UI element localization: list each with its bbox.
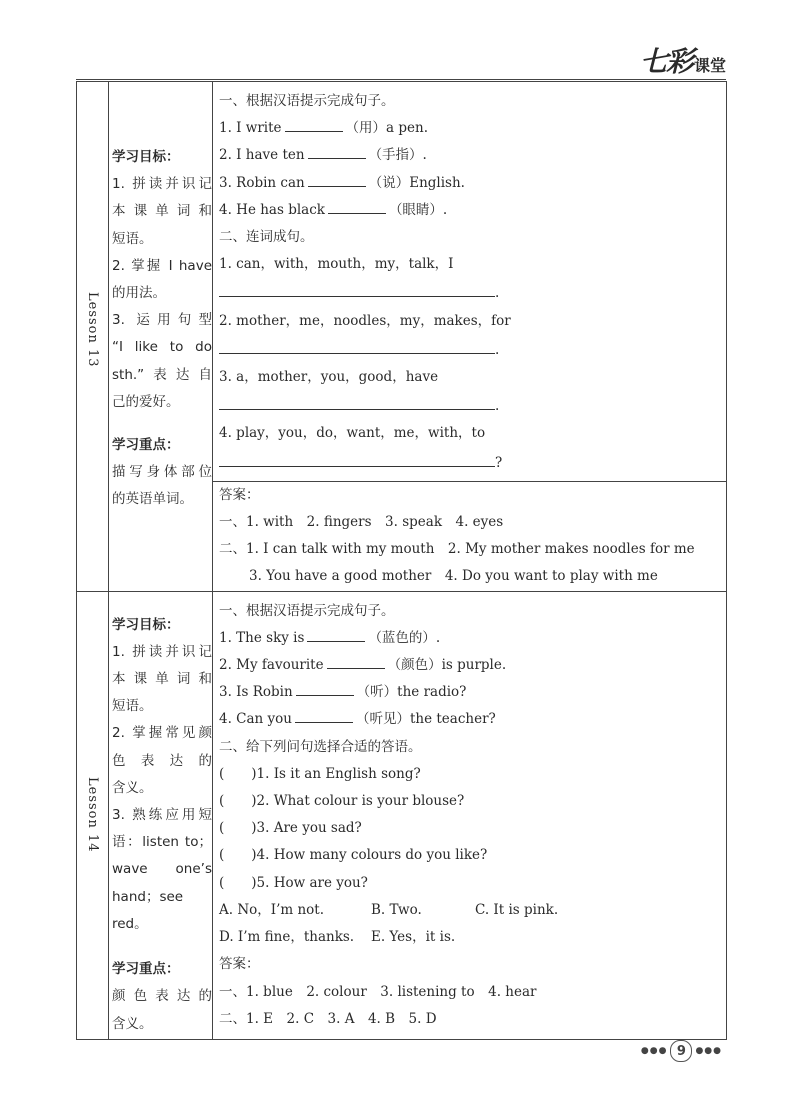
goal-line: “I like to do: [112, 339, 212, 356]
answer-blank[interactable]: [296, 680, 354, 696]
lesson-label-cell: [77, 82, 109, 592]
answer-line-text: 一、1. with 2. fingers 3. speak 4. eyes: [219, 514, 504, 531]
option: B. Two.: [371, 901, 422, 918]
answer-line-text: 3. You have a good mother 4. Do you want to play with me: [249, 568, 658, 585]
goal-line: 本课单词和: [112, 671, 212, 688]
page-dots-right: ●●●: [695, 1046, 722, 1056]
fill-item: 3. Is Robin （听）the radio?: [219, 679, 720, 706]
focus-title: 学习重点：: [112, 961, 180, 978]
option: A. No，I’m not.: [219, 901, 325, 918]
section-title: 二、给下列问句选择合适的答语。: [219, 738, 422, 755]
option: D. I’m fine，thanks.: [219, 929, 355, 946]
lesson-label: Lesson 14: [85, 777, 100, 853]
goals-cell: [109, 82, 213, 592]
answer-line[interactable]: [219, 391, 495, 410]
goal-line: 3. 熟练应用短: [112, 807, 212, 824]
answer-line-text: 二、1. I can talk with my mouth 2. My mother makes noodles for me: [219, 541, 695, 558]
goal-line: 2. 掌握常见颜: [112, 725, 212, 742]
lesson-label-cell: [77, 591, 109, 1039]
lesson-row: [77, 591, 727, 1039]
goal-line: hand；see red。: [112, 888, 184, 932]
goals-title: 学习目标：: [112, 149, 180, 165]
header-rule: [76, 79, 726, 80]
goal-line: 语：listen to；: [112, 834, 212, 851]
lesson-label: Lesson 13: [85, 292, 100, 368]
focus-line: 含义。: [112, 1015, 153, 1032]
fill-item: 2. My favourite （颜色）is purple.: [219, 652, 720, 679]
answer-line[interactable]: [219, 335, 495, 354]
answers-title: 答案：: [219, 956, 260, 973]
lesson-row: [77, 82, 727, 592]
exercise-cell: 一、根据汉语提示完成句子。 1. I write （用）a pen. 2. I have ten （手指）. 3. Robin can （说）English. 4. He has black （眼睛）. 二、连词成句。 1. can，with，mouth，my，talk，I . 2. mother，me，noodles，my，makes，for . 3. a，mother，you，good，have . 4. play，you，do，want，me，with，to ? 答案： 一、1. with 2. fingers 3. speak 4. eyes 二、1. I can talk with my mouth 2. My mother makes noodles for me 3. You have a good mother 4. Do you want to play with me: [213, 82, 727, 592]
choice-question[interactable]: ( )4. How many colours do you like?: [219, 847, 488, 864]
goal-line: 1. 拼读并识记: [112, 643, 212, 660]
goal-line: wave one’s: [112, 861, 212, 878]
choice-question[interactable]: ( )1. Is it an English song?: [219, 765, 421, 782]
answer-blank[interactable]: [327, 653, 385, 669]
lesson-table: [76, 81, 727, 1040]
options-row: [219, 897, 720, 924]
answer-line[interactable]: [219, 448, 495, 467]
goal-line: 色表达的: [112, 752, 212, 769]
brand-subtitle: 课堂: [693, 56, 726, 75]
answer-blank[interactable]: [308, 143, 366, 159]
goal-line: sth.”表达自: [112, 366, 212, 383]
choice-question[interactable]: ( )3. Are you sad?: [219, 820, 362, 837]
fill-item: 1. The sky is （蓝色的）.: [219, 625, 720, 652]
choice-question[interactable]: ( )5. How are you?: [219, 874, 368, 891]
answer-blank[interactable]: [285, 116, 343, 132]
word-list: 3. a，mother，you，good，have: [219, 369, 439, 386]
goal-line: 的用法。: [112, 285, 166, 302]
goal-line: 本课单词和: [112, 203, 212, 220]
goal-line: 短语。: [112, 698, 153, 715]
options-row: [219, 924, 720, 951]
page-number-badge: 9: [670, 1040, 692, 1062]
focus-line: 的英语单词。: [112, 491, 193, 508]
answer-blank[interactable]: [307, 626, 365, 642]
goals-title: 学习目标：: [112, 616, 180, 633]
choice-question[interactable]: ( )2. What colour is your blouse?: [219, 793, 465, 810]
word-list: 1. can，with，mouth，my，talk，I: [219, 256, 454, 273]
fill-item: 3. Robin can （说）English.: [219, 170, 720, 197]
goal-line: 2. 掌握 I have: [112, 257, 212, 274]
answer-line[interactable]: [219, 278, 495, 297]
brand-logo: [640, 40, 726, 80]
goal-line: 含义。: [112, 779, 153, 796]
goal-line: 3. 运用句型: [112, 312, 212, 329]
exercise-cell: [213, 591, 727, 1039]
goal-line: 短语。: [112, 230, 153, 247]
goals-cell: [109, 591, 213, 1039]
fill-item: 4. He has black （眼睛）.: [219, 197, 720, 224]
focus-line: 描写身体部位: [112, 464, 212, 481]
option: E. Yes，it is.: [371, 929, 456, 946]
section-title: 一、根据汉语提示完成句子。: [219, 602, 395, 619]
fill-item: 4. Can you （听见）the teacher?: [219, 706, 720, 733]
option: C. It is pink.: [475, 901, 559, 918]
brand-title: 七彩: [639, 45, 692, 78]
section-title: 一、根据汉语提示完成句子。: [219, 93, 395, 109]
page-number: [641, 1040, 722, 1062]
focus-title: 学习重点：: [112, 437, 180, 454]
section-title: 二、连词成句。: [219, 229, 314, 246]
focus-line: 颜色表达的: [112, 988, 212, 1005]
answer-line-text: 二、1. E 2. C 3. A 4. B 5. D: [219, 1010, 437, 1027]
answer-blank[interactable]: [295, 707, 353, 723]
goal-line: 己的爱好。: [112, 393, 180, 410]
page-dots-left: ●●●: [640, 1046, 668, 1056]
answer-blank[interactable]: [328, 198, 386, 214]
answer-blank[interactable]: [308, 171, 366, 187]
goal-line: 1. 拼读并识记: [112, 176, 212, 193]
fill-item: 1. I write （用）a pen.: [219, 115, 720, 142]
word-list: 4. play，you，do，want，me，with，to: [219, 425, 486, 442]
word-list: 2. mother，me，noodles，my，makes，for: [219, 312, 511, 329]
answer-line-text: 一、1. blue 2. colour 3. listening to 4. hear: [219, 983, 537, 1000]
answers-title: 答案：: [219, 486, 260, 503]
fill-item: 2. I have ten （手指）.: [219, 142, 720, 169]
